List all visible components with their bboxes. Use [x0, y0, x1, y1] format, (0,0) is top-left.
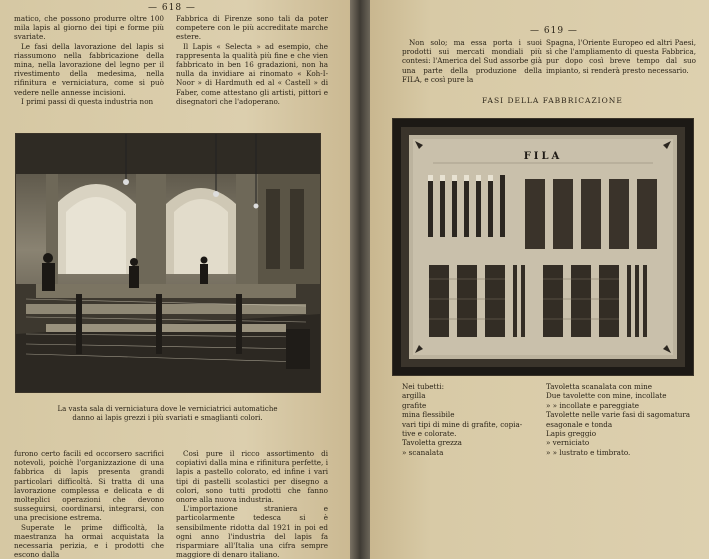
left-top-column-2 — [176, 14, 328, 106]
page-number-left: — 618 — — [148, 3, 196, 13]
phases-list-column-1 — [402, 382, 547, 457]
photo-caption: La vasta sala di verniciatura dove le verniciatrici automatiche danno ai lapis grezzi i più svariati e smaglianti colori. — [57, 405, 278, 422]
left-page — [0, 0, 350, 559]
list-item: Lapis greggio — [546, 429, 597, 439]
list-item: » » lustrato e timbrato. — [546, 447, 631, 457]
list-item: Due tavolette con mine, incollate — [546, 391, 667, 401]
phases-list-column-2 — [546, 382, 706, 457]
list-item: Tavoletta grezza — [402, 438, 462, 448]
list-item: Tavolette nelle varie fasi di sagomatura — [546, 410, 691, 420]
list-item: argilla — [402, 391, 426, 401]
paragraph: matico, che possono produrre oltre 100 mila lapis al giorno dei tipi e forme più svariate. — [14, 14, 164, 42]
right-top-column-2 — [546, 38, 696, 75]
paragraph: Non solo; ma essa porta i suoi prodotti sui mercati mondiali più contesi: l'America del Sud assorbe già una parte della produzione della FILA, e così pure la — [402, 38, 542, 84]
paragraph: Le fasi della lavorazione del lapis si riassumono nella fabbricazione della mina, nella lavorazione del legno per il rivestimento della medesima, nella rifinitura e verniciatura, come si può vedere nelle annesse incisioni. — [14, 41, 164, 97]
fabrication-phases-photo — [392, 118, 694, 376]
list-item: Nei tubetti: — [402, 382, 444, 391]
paragraph: furono certo facili ed occorsero sacrifici notevoli, poichè l'organizzazione di una fabbrica di lapis presenta grandi particolari difficoltà. Si tratta di una lavorazione complessa e delicata e di molteplici operazioni che devono susseguirsi, coordinarsi, integrarsi, con una precisione estrema. — [14, 449, 164, 523]
left-bottom-column-2 — [176, 449, 328, 559]
section-heading: FASI DELLA FABBRICAZIONE — [482, 96, 623, 105]
list-item: grafite — [402, 400, 427, 410]
varnishing-hall-photo — [15, 133, 321, 393]
right-page — [370, 0, 709, 559]
left-bottom-column-1 — [14, 449, 164, 559]
paragraph: L'importazione straniera e particolarmente tedesca si è sensibilmente ridotta dal 1921 in poi ed ogni anno l'industria del lapis fa risparmiare all'Italia una cifra sempre maggiore di denaro italiano. — [176, 504, 328, 559]
paragraph: Il Lapis « Selecta » ad esempio, che rappresenta la qualità più fine e che vien fabbricato in ben 16 gradazioni, non ha nulla da invidiare ai rinomato « Koh-I-Noor » di Hardmuth ed al « Castell » di Faber, come attestano gli artisti, pittori e disegnatori che l'adoperano. — [176, 41, 328, 106]
left-top-column-1 — [14, 14, 164, 106]
paragraph: Superate le prime difficoltà, la maestranza ha ormai acquistata la necessaria perizia, e i prodotti che escono dalla — [14, 522, 164, 559]
fila-board-label: FILA — [523, 151, 563, 162]
list-item: Tavoletta scanalata con mine — [546, 382, 653, 391]
list-item: tive e colorate. — [402, 429, 457, 439]
paragraph: I primi passi di questa industria non — [21, 96, 154, 106]
list-item: vari tipi di mine di grafite, copia- — [402, 419, 523, 429]
right-top-column-1 — [402, 38, 542, 84]
paragraph: Fabbrica di Firenze sono tali da poter competere con le più accreditate marche estere. — [176, 14, 328, 42]
list-item: » » incollate e pareggiate — [546, 400, 639, 410]
page-number-right: — 619 — — [530, 26, 578, 36]
list-item: » verniciato — [546, 438, 590, 448]
list-item: » scanalata — [402, 447, 444, 457]
paragraph: Spagna, l'Oriente Europeo ed altri Paesi, sì che l'ampliamento di questa Fabbrica, pur dopo così breve tempo dal suo impianto, si renderà presto necessario. — [546, 38, 696, 75]
list-item: mina flessibile — [402, 410, 455, 420]
list-item: esagonale e tonda — [546, 419, 613, 429]
book-gutter — [350, 0, 370, 559]
paragraph: Così pure il ricco assortimento di copiativi dalla mina e rifinitura perfette, i lapis a pastello colorato, ed infine i vari tipi di pastelli scolastici per disegno a colori, sono tutti prodotti che fanno onore alla nuova industria. — [176, 449, 328, 505]
